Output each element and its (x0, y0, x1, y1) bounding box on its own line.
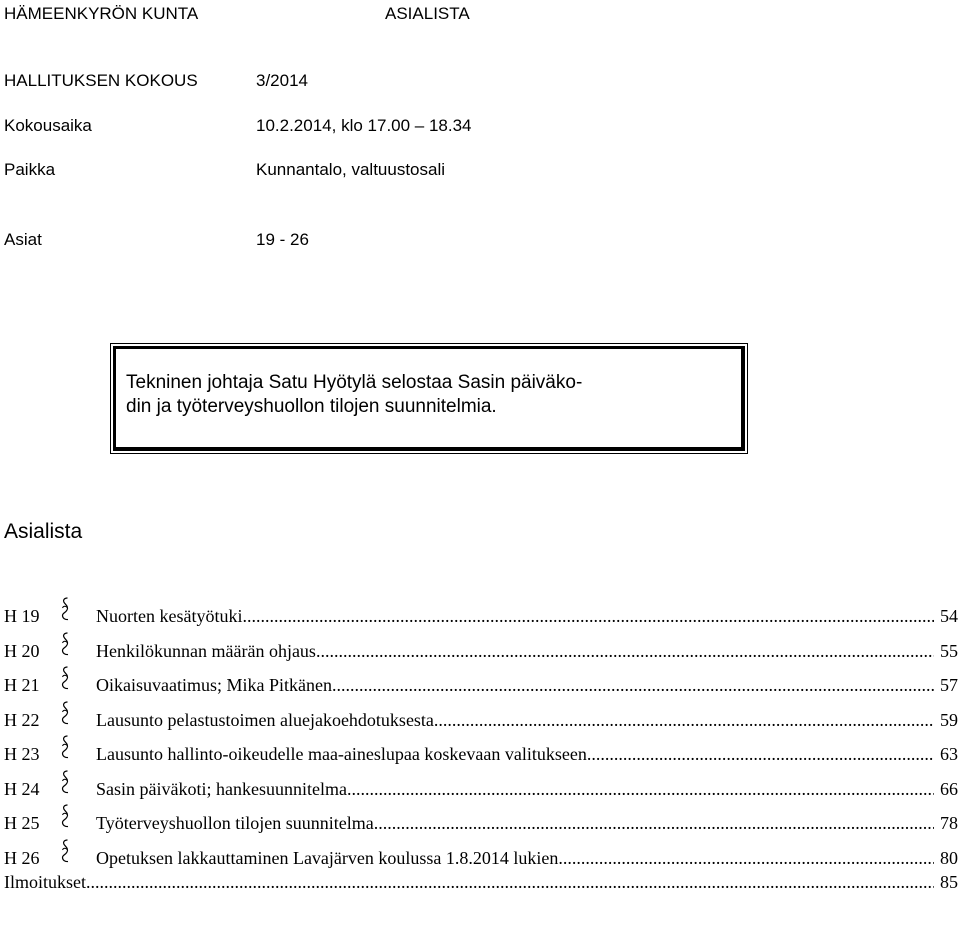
meeting-place-value: Kunnantalo, valtuustosali (256, 160, 446, 179)
meeting-number: 3/2014 (256, 71, 308, 90)
meeting-items-label: Asiat (4, 230, 42, 249)
agenda-item-code: H 19 (4, 606, 40, 626)
agenda-item-title: Nuorten kesätyötuki (96, 606, 243, 626)
agenda-item-code: H 25 (4, 813, 40, 833)
meeting-place-row (4, 160, 446, 180)
section-sign-icon (60, 769, 96, 795)
agenda-item[interactable] (4, 596, 958, 631)
agenda-item[interactable] (4, 631, 958, 666)
agenda-item-code: H 23 (4, 744, 40, 764)
agenda-item-code: H 26 (4, 847, 40, 868)
agenda-item-code: H 20 (4, 640, 40, 661)
section-sign-icon (60, 700, 96, 726)
agenda-item-page: 85 (940, 872, 958, 892)
meeting-items-value: 19 - 26 (256, 230, 309, 249)
dot-leader (332, 675, 934, 696)
agenda-item[interactable] (4, 734, 958, 769)
agenda-item[interactable] (4, 838, 958, 873)
agenda-item-page: 66 (940, 778, 958, 799)
section-sign-icon (60, 803, 96, 829)
notice-box-inner (113, 346, 745, 451)
agenda-item[interactable] (4, 665, 958, 700)
agenda-item-code: H 21 (4, 675, 40, 695)
dot-leader (558, 848, 934, 869)
agenda-item-title: Henkilökunnan määrän ohjaus (96, 640, 316, 661)
agenda-heading: Asialista (4, 520, 83, 543)
notice-line-1: Tekninen johtaja Satu Hyötylä selostaa Sasin päiväko- (126, 372, 583, 393)
agenda-item-page: 55 (940, 640, 958, 661)
meeting-items-row (4, 230, 309, 250)
section-sign-icon (60, 665, 96, 691)
meeting-time-label: Kokousaika (4, 116, 92, 135)
agenda-item-title: Ilmoitukset (4, 872, 86, 892)
agenda-item-title: Oikaisuvaatimus; Mika Pitkänen (96, 675, 332, 695)
notice-box (110, 343, 748, 454)
agenda-item-notices[interactable] (4, 872, 958, 907)
section-sign-icon (60, 596, 96, 622)
meeting-time-row (4, 116, 472, 136)
header-org-row (4, 4, 470, 24)
dot-leader (316, 641, 934, 662)
dot-leader (347, 779, 934, 800)
dot-leader (374, 813, 934, 834)
agenda-list (4, 596, 958, 907)
agenda-item-page: 63 (940, 744, 958, 764)
agenda-item-page: 57 (940, 675, 958, 695)
agenda-item-title: Opetuksen lakkauttaminen Lavajärven koulussa 1.8.2014 lukien (96, 847, 559, 868)
meeting-place-label: Paikka (4, 160, 56, 179)
agenda-item-title: Työterveyshuollon tilojen suunnitelma (96, 813, 374, 833)
agenda-item-title: Lausunto hallinto-oikeudelle maa-aineslupaa koskevaan valitukseen (96, 744, 587, 764)
agenda-item-page: 54 (940, 606, 958, 626)
agenda-item-code: H 24 (4, 778, 40, 799)
agenda-item-code: H 22 (4, 709, 40, 730)
dot-leader (434, 710, 934, 731)
agenda-item-title: Sasin päiväkoti; hankesuunnitelma (96, 778, 347, 799)
agenda-item[interactable] (4, 700, 958, 735)
agenda-item-page: 78 (940, 813, 958, 833)
agenda-item[interactable] (4, 769, 958, 804)
section-sign-icon (60, 631, 96, 657)
notice-line-2: din ja työterveyshuollon tilojen suunnitelmia. (126, 396, 497, 417)
organization-name: HÄMEENKYRÖN KUNTA (4, 4, 199, 23)
section-sign-icon (60, 838, 96, 864)
meeting-time-value: 10.2.2014, klo 17.00 – 18.34 (256, 116, 472, 135)
agenda-item[interactable] (4, 803, 958, 838)
agenda-item-page: 59 (940, 709, 958, 730)
dot-leader (587, 744, 934, 765)
meeting-label: HALLITUKSEN KOKOUS (4, 71, 198, 90)
dot-leader (242, 606, 934, 627)
agenda-item-page: 80 (940, 847, 958, 868)
section-sign-icon (60, 734, 96, 760)
dot-leader (86, 872, 934, 893)
meeting-row (4, 71, 308, 91)
document-type: ASIALISTA (385, 4, 470, 23)
agenda-item-title: Lausunto pelastustoimen aluejakoehdotuksesta (96, 709, 434, 730)
